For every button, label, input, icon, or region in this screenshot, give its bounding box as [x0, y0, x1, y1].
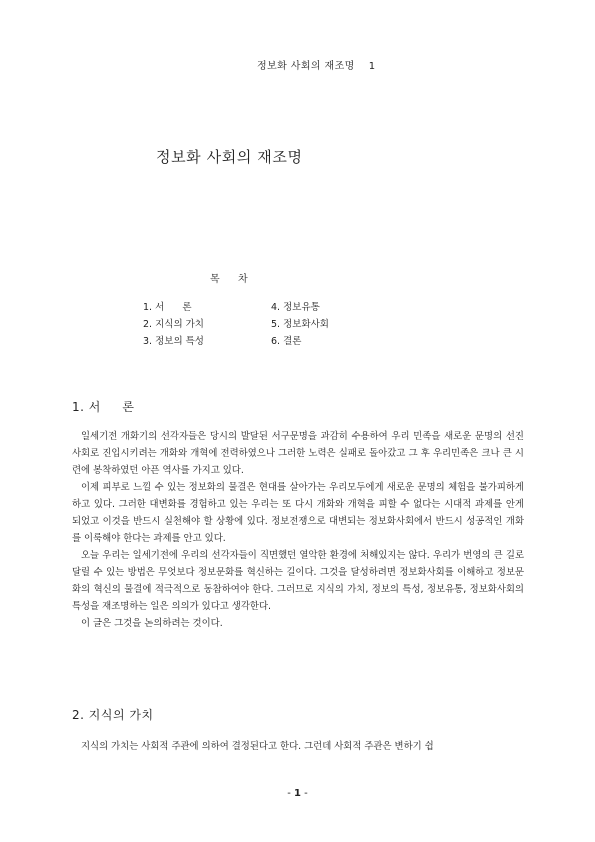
section-heading-value-of-knowledge: 2. 지식의 가치 [72, 708, 154, 722]
toc-item-introduction: 1. 서 론 [143, 302, 192, 313]
section-introduction-body [72, 428, 524, 632]
toc-item-information-characteristics: 3. 정보의 특성 [143, 336, 204, 347]
toc-item-information-society: 5. 정보화사회 [271, 319, 329, 330]
paragraph: 이 글은 그것을 논의하려는 것이다. [81, 618, 223, 629]
footer-page-number: 1 [294, 788, 301, 799]
paragraph: 지식의 가치는 사회적 주관에 의하여 결정된다고 한다. 그런데 사회적 주관은 변하기 쉽 [81, 741, 434, 752]
table-of-contents [143, 301, 391, 349]
toc-heading-char-2: 차 [237, 274, 248, 285]
paragraph: 일세기전 개화기의 선각자들은 당시의 발달된 서구문명을 과감히 수용하여 우리 민족을 새로운 문명의 선진사회로 진입시키려는 개화와 개혁에 전력하였으나 그러한 노력은 실패로 돌아갔고 그 후 우리민족은 크나 큰 시련에 봉착하였던 아픈 역사를 가지고 있다. [72, 431, 524, 476]
document-title: 정보화 사회의 재조명 [156, 148, 303, 167]
section-heading-introduction: 1. 서 론 [72, 400, 135, 414]
footer-dash-left: - [287, 788, 291, 799]
paragraph: 오늘 우리는 일세기전에 우리의 선각자들이 직면했던 열악한 환경에 처해있지는 않다. 우리가 번영의 큰 길로 달릴 수 있는 방법은 무엇보다 정보문화를 혁신하는 길이다. 그것을 달성하려면 정보화사회를 이해하고 정보문화의 혁신의 물결에 적극적으로 동참하여야 한다. 그러므로 지식의 가치, 정보의 특성, 정보유통, 정보화사회의 특성을 재조명하는 일은 의의가 있다고 생각한다. [72, 550, 524, 612]
running-header-title: 정보화 사회의 재조명 [257, 61, 355, 72]
toc-item-conclusion: 6. 결론 [271, 336, 302, 347]
section-value-of-knowledge-body [72, 738, 524, 755]
running-header [257, 57, 375, 72]
toc-heading [210, 270, 248, 285]
toc-item-value-of-knowledge: 2. 지식의 가치 [143, 319, 204, 330]
toc-item-information-distribution: 4. 정보유통 [271, 302, 320, 313]
page-footer [0, 788, 595, 799]
running-header-page-number: 1 [368, 61, 376, 72]
footer-dash-right: - [304, 788, 308, 799]
toc-heading-char-1: 목 [210, 274, 220, 285]
paragraph: 이제 피부로 느낄 수 있는 정보화의 물결은 현대를 살아가는 우리모두에게 새로운 문명의 체험을 불가피하게 하고 있다. 그러한 대변화를 경험하고 있는 우리는 또 다시 개화와 개혁을 피할 수 없다는 시대적 과제를 안게 되었고 이것을 반드시 실천해야 할 상황에 있다. 정보전쟁으로 대변되는 정보화사회에서 반드시 성공적인 개화를 이룩해야 한다는 과제를 안고 있다. [72, 482, 524, 544]
